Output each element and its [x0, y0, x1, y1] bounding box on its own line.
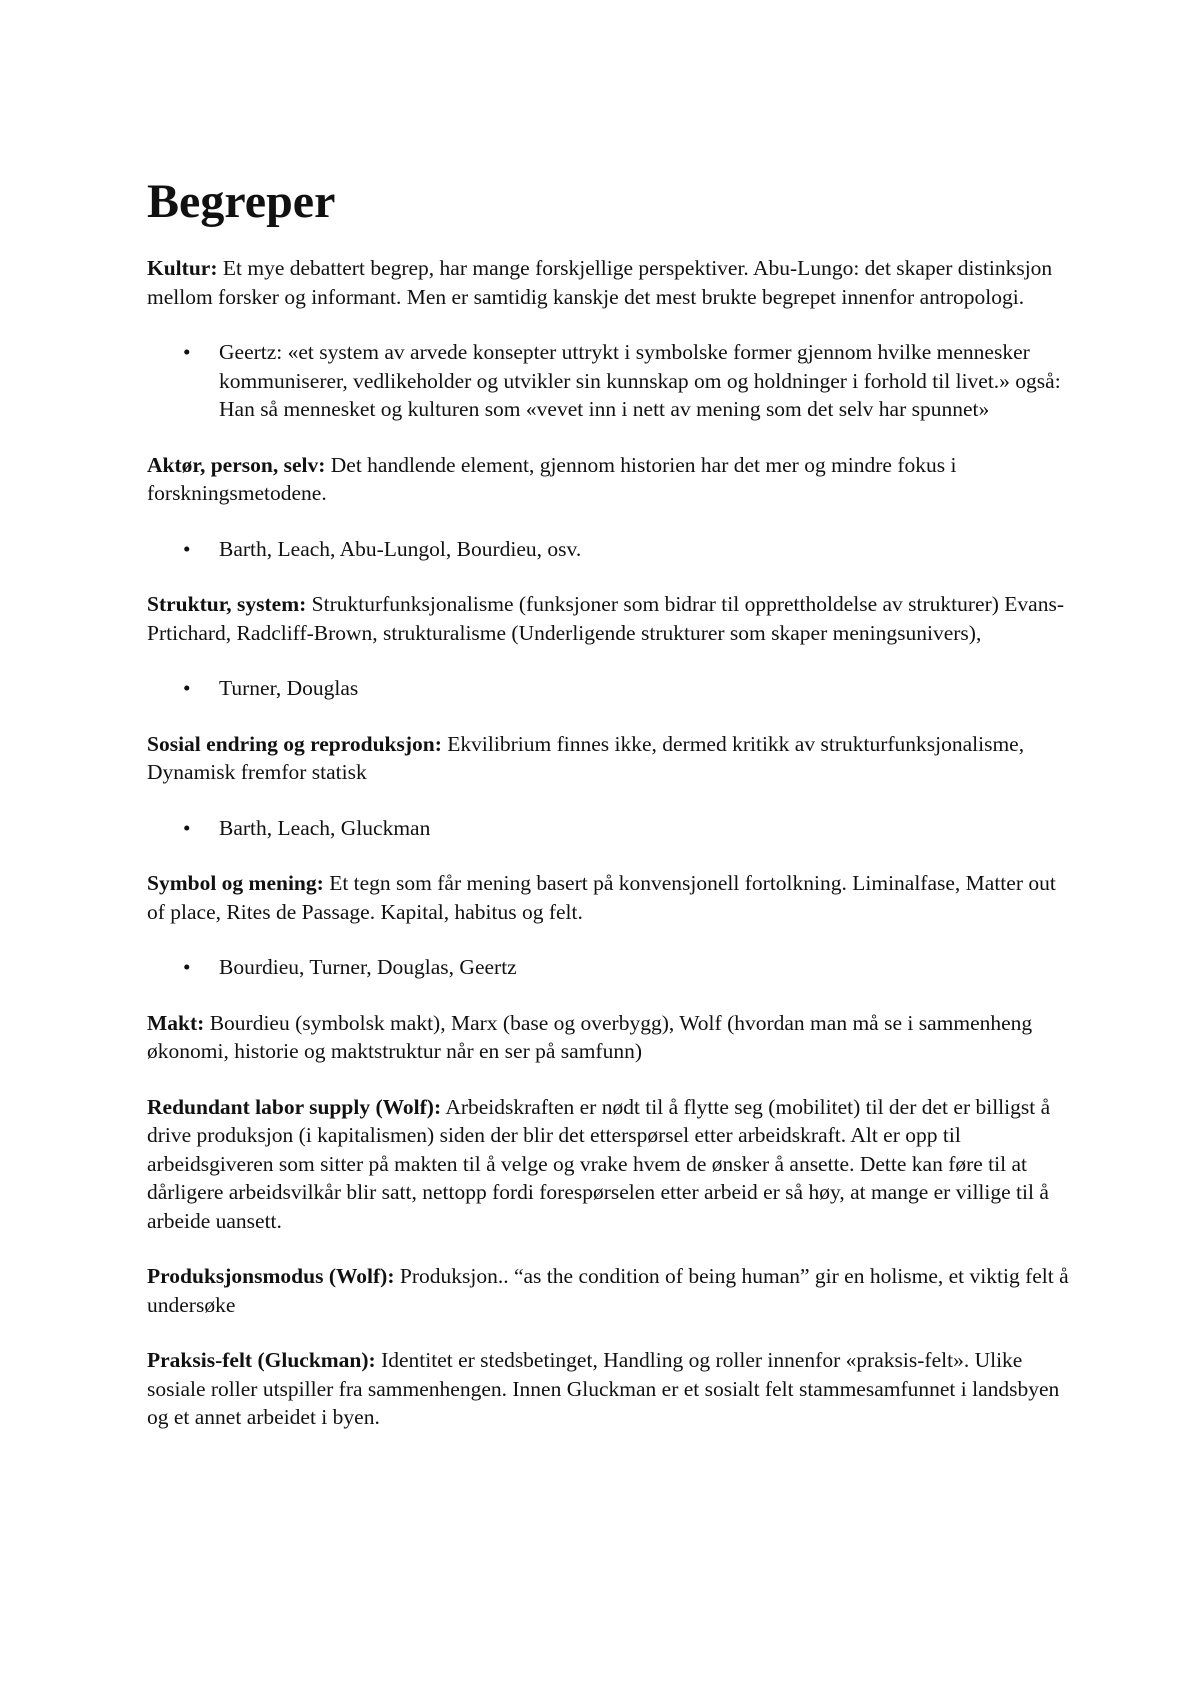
- entry-term: Kultur:: [147, 256, 218, 280]
- list-item-text: Bourdieu, Turner, Douglas, Geertz: [219, 955, 517, 979]
- list-item-text: Geertz: «et system av arvede konsepter uttrykt i symbolske former gjennom hvilke mennesker kommuniserer, vedlikeholder og utvikler sin kunnskap om og holdninger i forhold til livet.» også: Han så mennesket og kulturen som «vevet inn i nett av mening som det selv har spunnet»: [219, 340, 1061, 421]
- entry-text: Bourdieu (symbolsk makt), Marx (base og overbygg), Wolf (hvordan man må se i sammenheng økonomi, historie og maktstruktur når en ser på samfunn): [147, 1010, 1033, 1063]
- entry-term: Struktur, system:: [147, 592, 307, 616]
- entry-makt: [147, 1009, 1077, 1066]
- entry-kultur: [147, 254, 1077, 311]
- bullet-icon: •: [183, 676, 191, 700]
- entry-term: Aktør, person, selv:: [147, 452, 326, 477]
- bullet-list: [147, 674, 1077, 703]
- list-item: [147, 535, 1077, 564]
- bullet-icon: •: [183, 340, 191, 364]
- entry-text: Et tegn som får mening basert på konvensjonell fortolkning. Liminalfase, Matter out of place, Rites de Passage. Kapital, habitus og felt.: [147, 871, 1056, 924]
- bullet-list: [147, 338, 1077, 424]
- entry-text: Det handlende element, gjennom historien har det mer og mindre fokus i forskningsmetodene.: [147, 452, 957, 505]
- document-page: [147, 172, 1077, 1459]
- bullet-icon: •: [183, 955, 191, 979]
- entry-text: Strukturfunksjonalisme (funksjoner som bidrar til opprettholdelse av strukturer) Evans-Prtichard, Radcliff-Brown, strukturalisme (Underligende strukturer som skaper meningsunivers),: [147, 592, 1064, 645]
- list-item: [147, 338, 1077, 424]
- list-item-text: Barth, Leach, Gluckman: [219, 815, 431, 840]
- bullet-icon: •: [183, 536, 191, 561]
- bullet-list: [147, 953, 1077, 982]
- entry-aktor: [147, 451, 1077, 508]
- entry-term: Redundant labor supply (Wolf):: [147, 1094, 442, 1119]
- entry-text: Produksjon.. “as the condition of being human” gir en holisme, et viktig felt å undersøke: [147, 1264, 1069, 1317]
- entry-sosial-endring: [147, 730, 1077, 787]
- entry-text: Et mye debattert begrep, har mange forskjellige perspektiver. Abu-Lungo: det skaper distinksjon mellom forsker og informant. Men er samtidig kanskje det mest brukte begrepet innenfor antropologi.: [147, 256, 1053, 309]
- list-item: [147, 814, 1077, 843]
- list-item: [147, 674, 1077, 703]
- entry-produksjonsmodus: [147, 1262, 1077, 1319]
- bullet-list: [147, 535, 1077, 564]
- entry-text: Arbeidskraften er nødt til å flytte seg (mobilitet) til der det er billigst å drive produksjon (i kapitalismen) siden der blir det etterspørsel etter arbeidskraft. Alt er opp til arbeidsgiveren som sitter på makten til å velge og vrake hvem de ønsker å ansette. Dette kan føre til at dårligere arbeidsvilkår blir satt, nettopp fordi forespørselen etter arbeid er så høy, at mange er villige til å arbeide uansett.: [147, 1094, 1051, 1233]
- entry-symbol: [147, 869, 1077, 926]
- page-title: Begreper: [147, 175, 336, 228]
- list-item-text: Turner, Douglas: [219, 676, 359, 700]
- entry-term: Produksjonsmodus (Wolf):: [147, 1264, 395, 1288]
- entry-text: Ekvilibrium finnes ikke, dermed kritikk av strukturfunksjonalisme, Dynamisk fremfor statisk: [147, 731, 1025, 784]
- entry-term: Makt:: [147, 1010, 205, 1035]
- bullet-list: [147, 814, 1077, 843]
- entry-redundant-labor: [147, 1093, 1077, 1236]
- entry-text: Identitet er stedsbetinget, Handling og roller innenfor «praksis-felt». Ulike sosiale roller utspiller fra sammenhengen. Innen Gluckman er et sosialt felt stammesamfunnet i landsbyen og et annet arbeidet i byen.: [147, 1348, 1060, 1429]
- bullet-icon: •: [183, 815, 191, 840]
- entry-term: Symbol og mening:: [147, 871, 324, 895]
- entry-term: Praksis-felt (Gluckman):: [147, 1348, 376, 1372]
- list-item-text: Barth, Leach, Abu-Lungol, Bourdieu, osv.: [219, 536, 582, 561]
- entry-term: Sosial endring og reproduksjon:: [147, 731, 442, 756]
- list-item: [147, 953, 1077, 982]
- entry-struktur: [147, 590, 1077, 647]
- entry-praksis-felt: [147, 1346, 1077, 1432]
